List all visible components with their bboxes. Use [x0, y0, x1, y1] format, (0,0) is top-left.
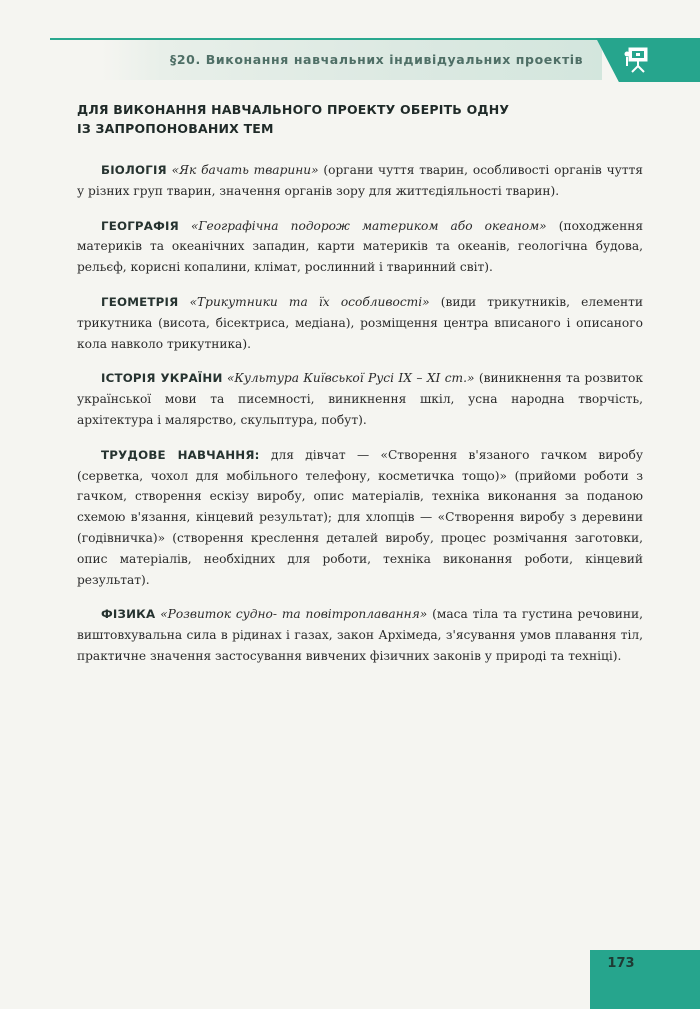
topic-title: «Як бачать тварини»: [171, 163, 319, 177]
topic-text: (види трикутників, елементи трикутника (висота, бісектриса, медіана), розміщення центра вписаного і описаного кола навколо трикутника).: [77, 294, 644, 351]
topic-geometry: [77, 292, 643, 354]
topic-text: (маса тіла та густина речовини, виштовхувальна сила в рідинах і газах, закон Архімеда, з'ясування умов плавання тіл, практичне значення застосування вивчених фізичних законів у природі та техніці).: [77, 607, 644, 663]
topic-title: «Культура Київської Русі IX – XI ст.»: [226, 371, 475, 386]
task-heading: [77, 100, 617, 138]
task-heading-line: ДЛЯ ВИКОНАННЯ НАВЧАЛЬНОГО ПРОЕКТУ ОБЕРІТЬ ОДНУ: [77, 102, 510, 117]
task-heading-line: ІЗ ЗАПРОПОНОВАНИХ ТЕМ: [77, 121, 274, 136]
topic-title: «Трикутники та їх особливості»: [189, 294, 430, 309]
topic-geography: [77, 216, 643, 278]
topic-text: (походження материків та океанічних западин, карти материків та океанів, геологічна будова, рельєф, корисні копалини, клімат, рослинний і тваринний світ).: [77, 218, 644, 275]
topic-label: ІСТОРІЯ УКРАЇНИ: [101, 371, 223, 386]
topic-labor-training: [77, 445, 643, 591]
topic-title: «Географічна подорож материком або океаном»: [190, 218, 547, 233]
section-title: §20. Виконання навчальних індивідуальних проектів: [170, 52, 584, 67]
topic-title: «Розвиток судно- та повітроплавання»: [160, 607, 428, 622]
topic-label: БІОЛОГІЯ: [101, 163, 167, 177]
topic-text: для дівчат — «Створення в'язаного гачком виробу (серветка, чохол для мобільного телефону, косметичка тощо)» (прийоми роботи з гачком, створення ескізу виробу, опис матеріалів, техніка виконання за поданою схемою в'язання, кінцевий результат); для хлопців — «Створення виробу з деревини (годівничка)» (створення креслення деталей виробу, процес розмічання заготовки, опис матеріалів, необхідних для роботи, техніка виконання роботи, кінцевий результат).: [77, 447, 644, 587]
topic-text: (виникнення та розвиток української мови та писемності, виникнення шкіл, усна народна творчість, архітектура і малярство, скульптура, побут).: [77, 371, 643, 427]
topic-biology: [77, 160, 643, 202]
topic-label: ГЕОМЕТРІЯ: [101, 294, 179, 309]
topic-label: ГЕОГРАФІЯ: [101, 218, 179, 233]
presentation-board-icon: [623, 46, 653, 74]
topic-list: [77, 160, 643, 681]
topic-text: (органи чуття тварин, особливості органів чуття у різних груп тварин, значення органів зору для життєдіяльності тварин).: [77, 163, 643, 198]
topic-history: [77, 368, 643, 430]
topic-label: ТРУДОВЕ НАВЧАННЯ:: [101, 447, 260, 462]
page-number: 173: [607, 956, 635, 971]
topic-label: ФІЗИКА: [101, 607, 156, 622]
topic-physics: [77, 604, 643, 666]
